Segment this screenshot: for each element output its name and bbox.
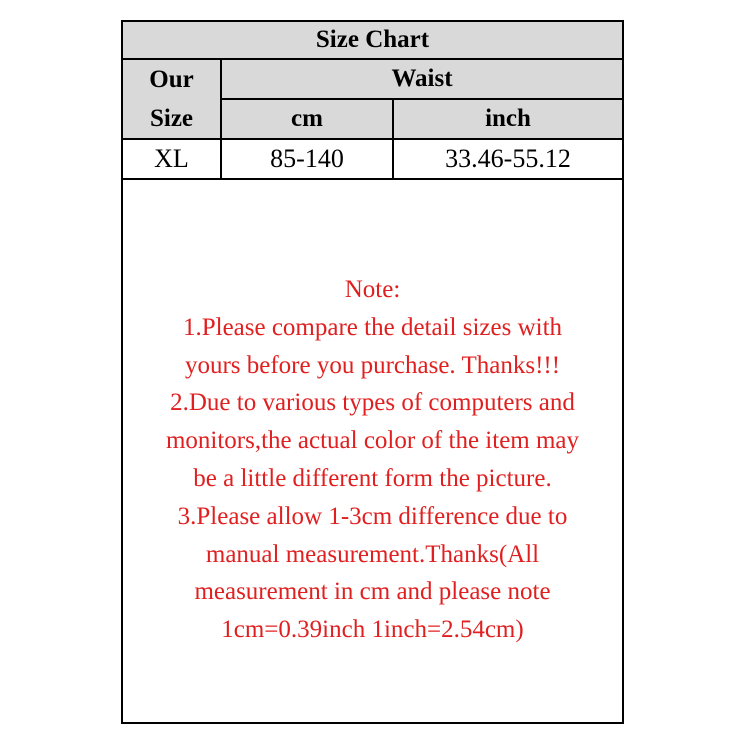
unit-cm-header: cm: [221, 99, 393, 139]
note-line: yours before you purchase. Thanks!!!: [184, 351, 561, 379]
note-line: measurement in cm and please note: [194, 578, 551, 606]
our-size-header: [123, 59, 221, 139]
table-title: Size Chart: [123, 22, 622, 59]
note-line: 2.Due to various types of computers and: [170, 389, 575, 417]
waist-inch-cell: 33.46-55.12: [393, 139, 622, 179]
size-cell: XL: [123, 139, 221, 179]
size-chart-sheet: [121, 20, 624, 724]
our-size-label-line1: Our: [149, 66, 194, 93]
unit-inch-header: inch: [393, 99, 622, 139]
our-size-label-line2: Size: [149, 105, 194, 132]
note-line: 3.Please allow 1-3cm difference due to: [177, 502, 568, 530]
waist-header: Waist: [221, 59, 622, 99]
note-line: 1.Please compare the detail sizes with: [182, 313, 563, 341]
note-line: be a little different form the picture.: [193, 464, 552, 492]
size-chart-table: [123, 22, 622, 180]
waist-cm-cell: 85-140: [221, 139, 393, 179]
note-line: manual measurement.Thanks(All: [205, 540, 540, 568]
note-block: [123, 271, 622, 649]
note-line: monitors,the actual color of the item may: [165, 427, 580, 455]
table-title-row: [123, 22, 622, 59]
table-row: [123, 139, 622, 179]
note-heading: Note:: [344, 276, 401, 303]
table-header-row: [123, 59, 622, 99]
note-line: 1cm=0.39inch 1inch=2.54cm): [221, 616, 524, 644]
